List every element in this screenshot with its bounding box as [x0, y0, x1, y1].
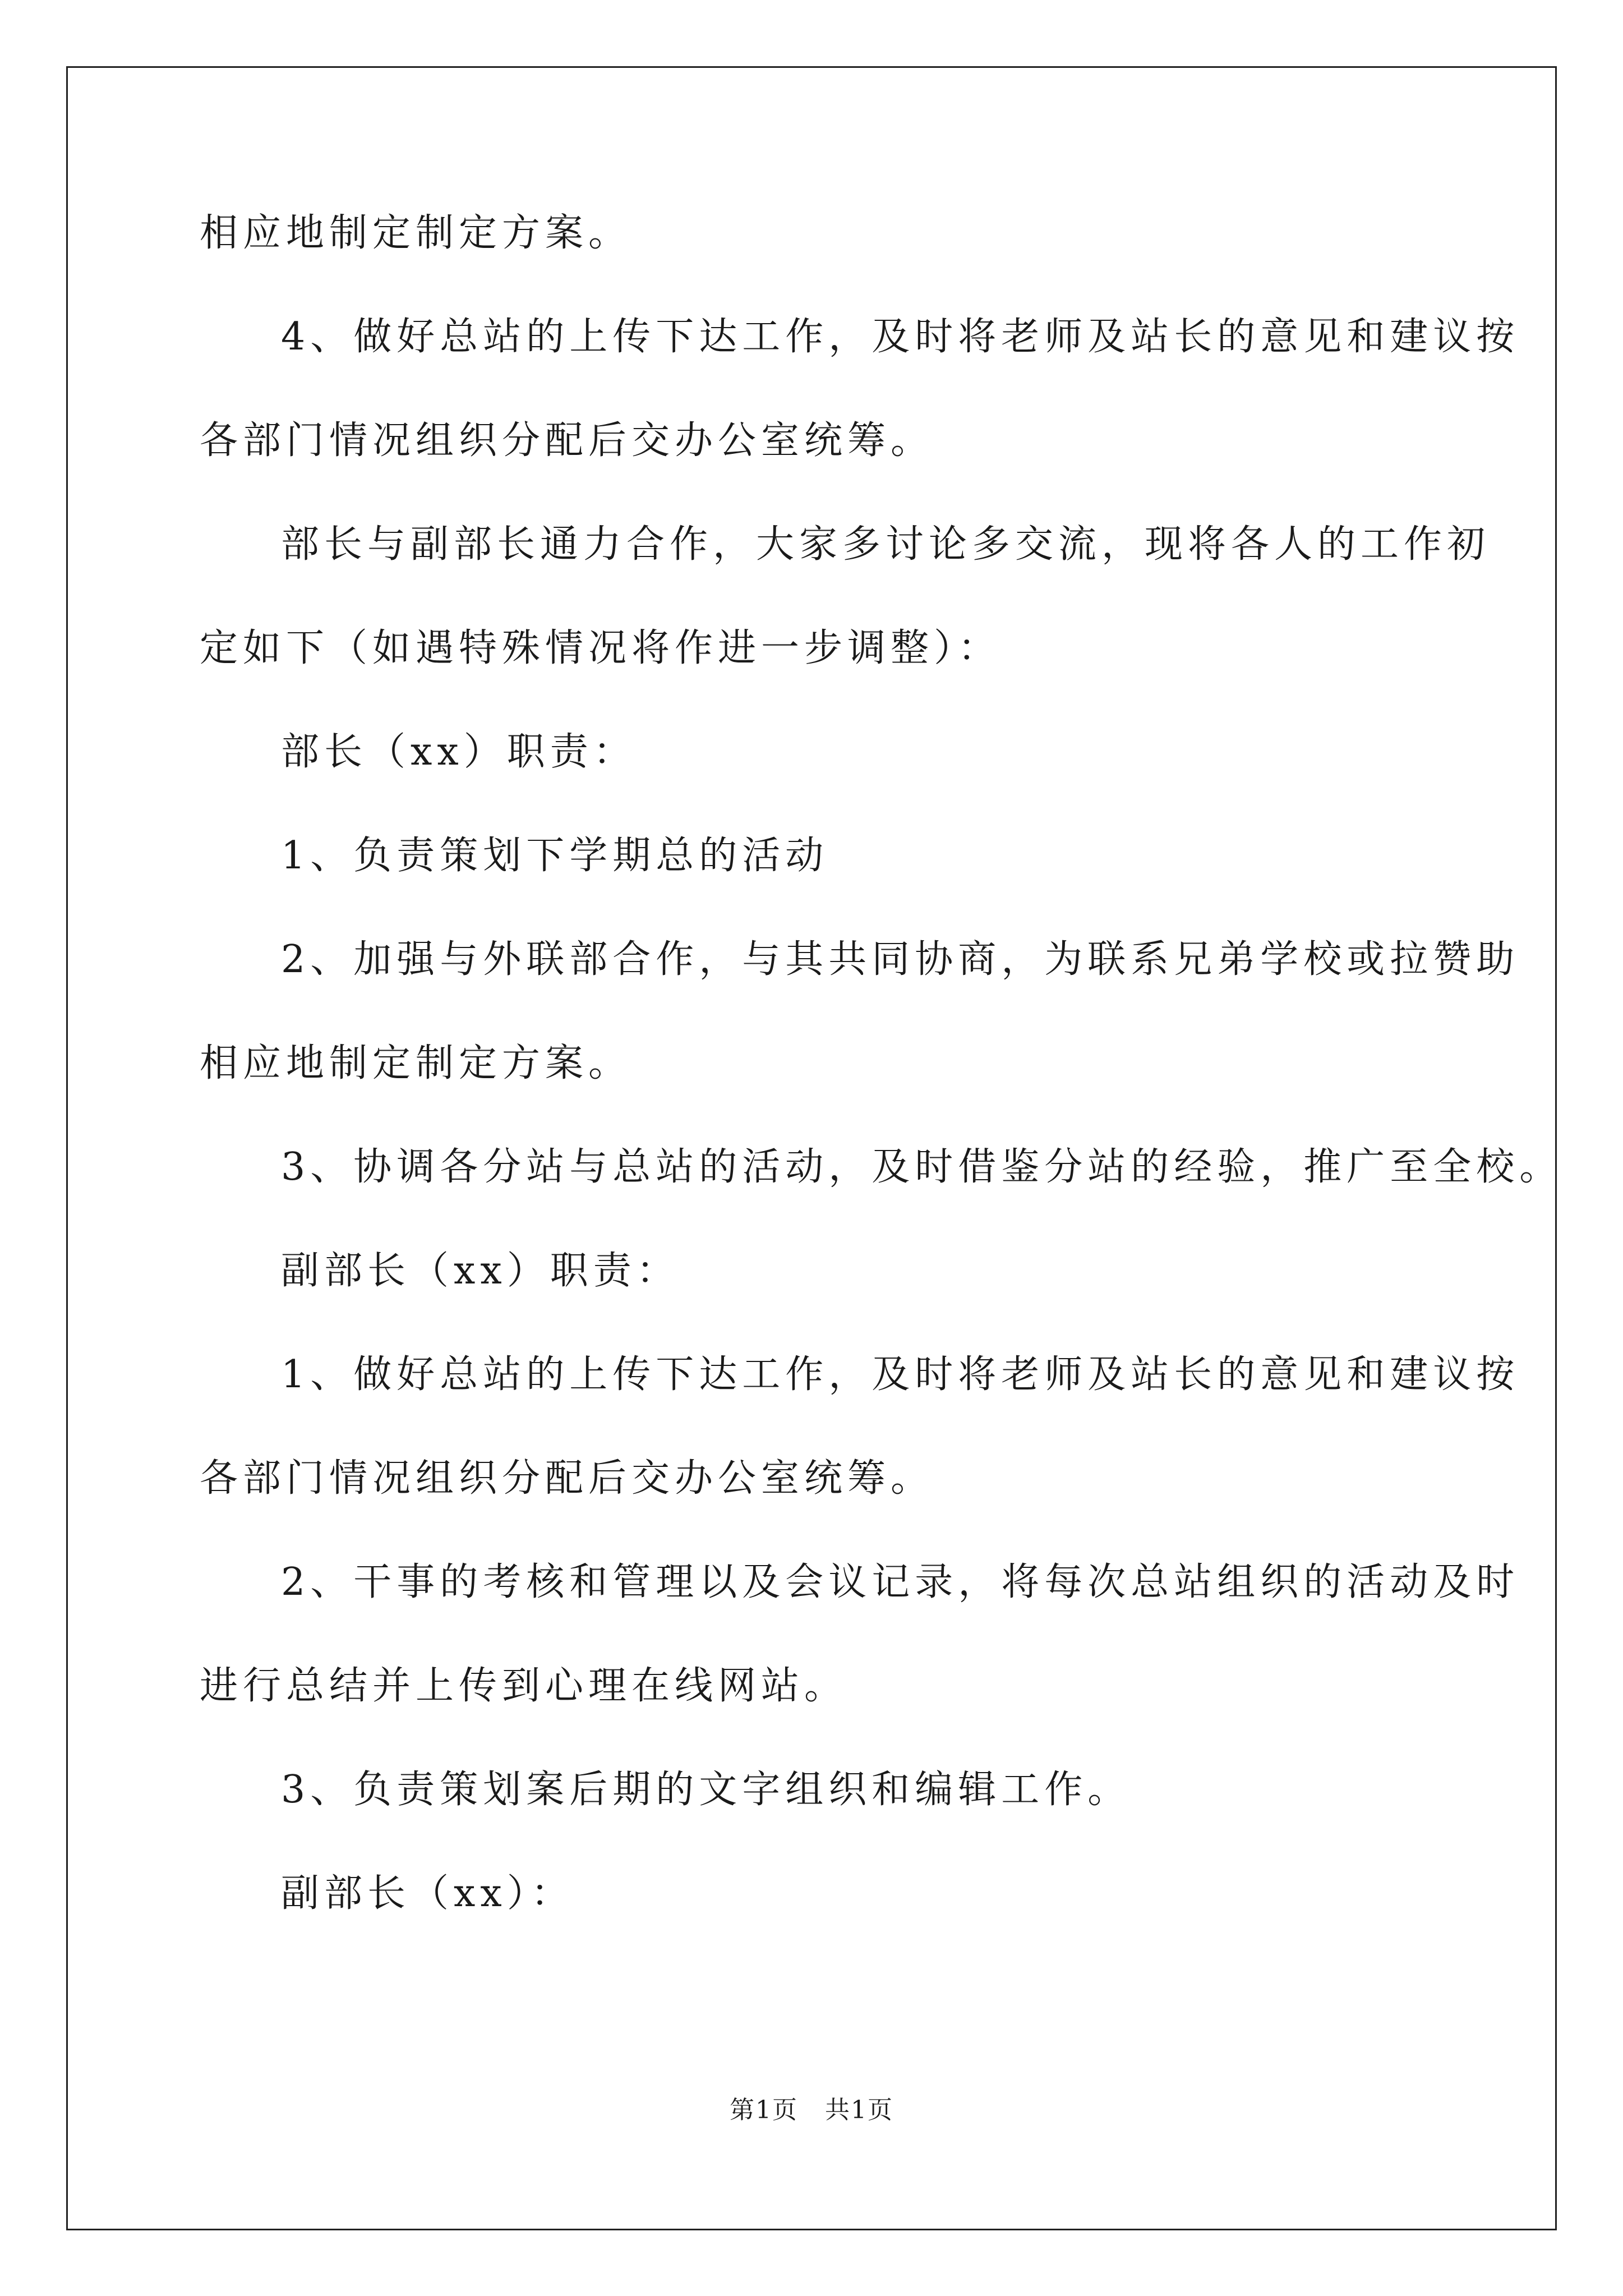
- text-line: 相应地制定制定方案。: [200, 1041, 632, 1085]
- text-line: 各部门情况组织分配后交办公室统筹。: [200, 418, 934, 463]
- document-body: [200, 210, 1563, 1975]
- text-line: 副部长（xx）职责：: [281, 1249, 680, 1293]
- text-line: 4、做好总站的上传下达工作，及时将老师及站长的意见和建议按: [281, 315, 1520, 359]
- text-line: 1、做好总站的上传下达工作，及时将老师及站长的意见和建议按: [281, 1352, 1520, 1397]
- text-line: 各部门情况组织分配后交办公室统筹。: [200, 1456, 934, 1501]
- text-line: 部长与副部长通力合作，大家多讨论多交流，现将各人的工作初: [281, 522, 1491, 567]
- text-line: 进行总结并上传到心理在线网站。: [200, 1664, 848, 1708]
- text-line: 3、协调各分站与总站的活动，及时借鉴分站的经验，推广至全校。: [281, 1145, 1563, 1189]
- text-line: 3、负责策划案后期的文字组织和编辑工作。: [281, 1768, 1131, 1812]
- text-line: 2、加强与外联部合作，与其共同协商，为联系兄弟学校或拉赞助: [281, 937, 1520, 982]
- text-line: 相应地制定制定方案。: [200, 211, 632, 255]
- text-line: 定如下（如遇特殊情况将作进一步调整）：: [200, 626, 1002, 670]
- page-footer: 第1页 共1页: [730, 2096, 893, 2124]
- text-line: 2、干事的考核和管理以及会议记录，将每次总站组织的活动及时: [281, 1560, 1520, 1604]
- text-line: 部长（xx）职责：: [281, 730, 637, 774]
- text-line: 副部长（xx）：: [281, 1871, 574, 1916]
- text-line: 1、负责策划下学期总的活动: [281, 834, 829, 878]
